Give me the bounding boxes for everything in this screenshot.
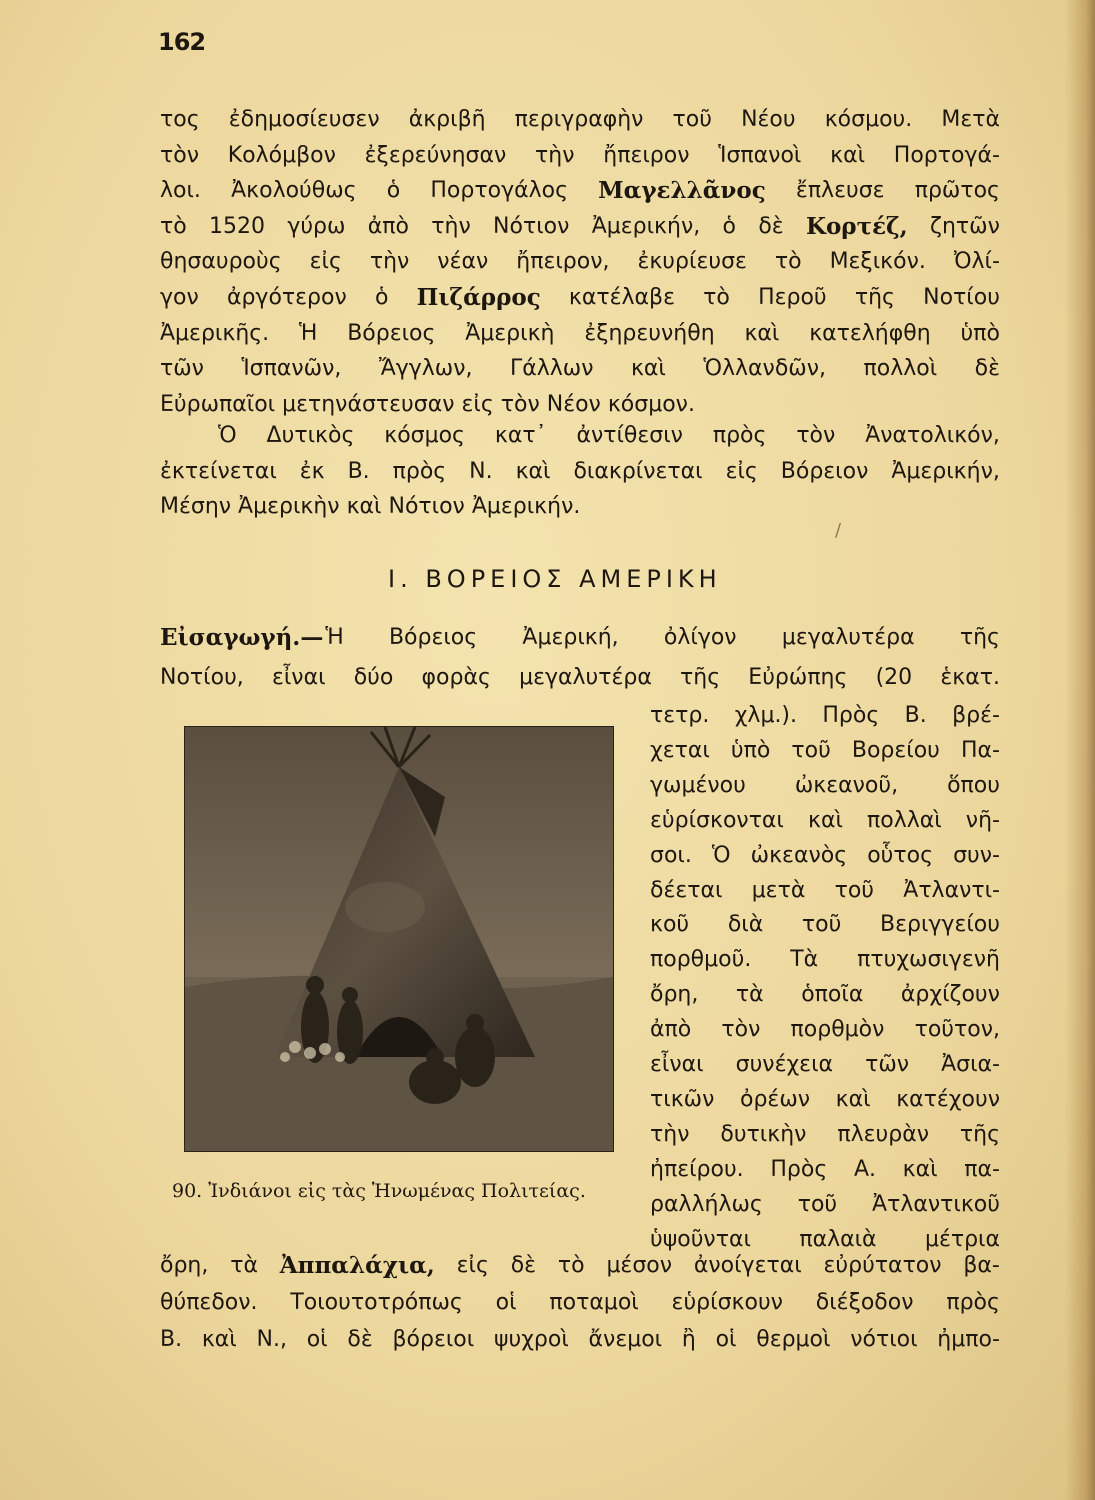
word: ἀκριβῆ <box>408 107 486 132</box>
word: πα- <box>964 1156 1000 1182</box>
column-line <box>650 944 1000 976</box>
text-line <box>160 104 1000 136</box>
word: Ἀτλαντι- <box>903 877 1000 903</box>
word: Μαγελλᾶνος <box>598 177 766 205</box>
word: δὲ <box>758 213 784 239</box>
word: ἑκατ. <box>940 665 1000 690</box>
intro-line-1-rest <box>325 622 1000 654</box>
word: ἐκ <box>299 458 325 484</box>
word: τοῦ <box>801 912 842 938</box>
word: τὴν <box>431 213 471 239</box>
section-heading: Ι. ΒΟΡΕΙΟΣ ΑΜΕΡΙΚΗ <box>388 565 722 593</box>
word: ὁ <box>386 178 401 204</box>
word: ἀργότερον <box>226 285 347 310</box>
word: τοῦτον, <box>914 1017 1000 1043</box>
word: σοι. <box>650 842 692 868</box>
figure-teepee-photo <box>184 726 614 1152</box>
word: δὲ <box>347 1327 373 1352</box>
word: ὠκεανοῦ, <box>794 772 899 798</box>
column-line <box>650 1014 1000 1046</box>
column-line <box>650 770 1000 802</box>
word: πορθμὸν <box>790 1017 885 1043</box>
word: γον <box>160 285 199 310</box>
word: οὗτος <box>867 842 934 868</box>
word: ὄρη, <box>650 982 699 1008</box>
word: ἀνοίγεται <box>693 1253 802 1278</box>
word: τῆς <box>680 665 721 690</box>
word: τῶν <box>865 1052 910 1077</box>
word: καὶ <box>835 1086 871 1112</box>
word: ἐκυρίευσε <box>637 249 747 275</box>
word: ἠμπο- <box>937 1327 1000 1352</box>
text-line <box>160 491 1000 523</box>
word: εἰς <box>456 1253 489 1278</box>
word: διακρίνεται <box>573 458 703 484</box>
word: Ἀκολούθως <box>231 178 357 204</box>
word: τοῦ <box>791 737 831 763</box>
word: τὸ <box>557 1253 585 1278</box>
word: ὀρέων <box>740 1086 811 1112</box>
word: καὶ <box>902 1156 938 1182</box>
word: ὁ <box>374 285 389 310</box>
word: Μεξικόν. <box>829 249 926 275</box>
word: Νέου <box>741 107 796 132</box>
word: τὴν <box>650 1121 690 1147</box>
word: βόρειοι <box>392 1327 475 1352</box>
word: εἶναι <box>650 1052 704 1077</box>
word: γύρω <box>287 213 346 239</box>
word: Πορτογά- <box>893 142 1000 168</box>
word: πλευρὰν <box>837 1121 929 1147</box>
column-line <box>650 979 1000 1011</box>
word: ὑπὸ <box>730 737 771 763</box>
word: βρέ- <box>952 703 1000 728</box>
word: θύπεδον. <box>160 1290 258 1315</box>
word: ἐκτείνεται <box>160 458 277 484</box>
word: θερμοὶ <box>756 1327 831 1352</box>
word: Ἡ <box>298 320 318 346</box>
word: καὶ <box>201 1327 237 1352</box>
teepee-illustration <box>185 727 613 1151</box>
word: Ἀσια- <box>941 1052 1000 1077</box>
word: πρὸς <box>946 1290 1000 1315</box>
word: Ὁ <box>711 842 731 868</box>
word: πρὸς <box>392 458 447 484</box>
word: Εὐρώπης <box>748 665 848 690</box>
column-line <box>650 1189 1000 1221</box>
word: τετρ. <box>650 703 710 728</box>
word: ποταμοὶ <box>549 1290 639 1315</box>
word: Πορτογάλος <box>430 178 568 204</box>
word: Ἀμερικὴ <box>465 320 555 346</box>
text-line <box>160 389 1000 421</box>
word: ἐξερεύνησαν <box>364 142 507 168</box>
word: Πρὸς <box>770 1156 828 1182</box>
word: Ἀμερική, <box>522 625 619 650</box>
margin-mark: / <box>835 520 842 541</box>
word: Νότιον <box>493 213 570 239</box>
word: ὅπου <box>947 772 1000 798</box>
word: 1520 <box>209 213 266 239</box>
column-line <box>650 735 1000 767</box>
word: Βορείου <box>851 737 940 763</box>
word: τοῦ <box>797 1191 838 1217</box>
word: Πα- <box>960 737 1000 763</box>
word: δυτικὴν <box>720 1121 807 1147</box>
word: διέξοδον <box>815 1290 914 1315</box>
word: βα- <box>963 1253 1000 1278</box>
text-line <box>160 1324 1000 1356</box>
column-line <box>650 1084 1000 1116</box>
word: ἐδημοσίευσεν <box>228 107 380 132</box>
word: νότιοι <box>850 1327 918 1352</box>
word: τῶν <box>160 356 204 382</box>
word: τὸ <box>160 213 187 239</box>
text-line <box>160 175 1000 207</box>
word: πολλοὶ <box>863 356 938 382</box>
word: εἰς <box>725 458 758 484</box>
word: Ἀμερικήν, <box>591 213 701 239</box>
word: εὐρύτατον <box>823 1253 942 1278</box>
word: τος <box>160 107 200 132</box>
word: πρῶτος <box>914 178 1000 204</box>
word: Μετὰ <box>941 107 1000 132</box>
word: Νοτίου <box>923 285 1000 310</box>
word: ζητῶν <box>929 213 1000 239</box>
word: ψυχροὶ <box>493 1327 569 1352</box>
column-line <box>650 1154 1000 1186</box>
intro-line-1 <box>160 622 1000 654</box>
word: Β. <box>160 1327 183 1352</box>
word: ὁ <box>722 213 737 239</box>
word: κατέχουν <box>896 1086 1000 1112</box>
word: τῆς <box>959 625 1000 650</box>
word: περιγραφὴν <box>514 107 644 132</box>
word: καὶ <box>744 320 780 346</box>
word: Ν., <box>256 1327 287 1352</box>
word: ἀπὸ <box>650 1017 692 1043</box>
word: οἱ <box>715 1327 737 1352</box>
word: ἔπλευσε <box>795 178 885 204</box>
text-line <box>160 353 1000 385</box>
word: κατελήφθη <box>809 320 931 346</box>
word: ἐξηρευνήθη <box>584 320 715 346</box>
word: μέσον <box>606 1253 673 1278</box>
word: Βόρειος <box>347 320 436 346</box>
word: Ν. <box>469 458 493 484</box>
word: μέτρια <box>924 1226 1000 1252</box>
word: Μέσην Ἀμερικὴν καὶ Νότιον Ἀμερικήν. <box>160 494 581 520</box>
word: κόσμος <box>384 423 465 448</box>
word: δὲ <box>510 1253 537 1278</box>
word: Βόρειος <box>388 625 478 650</box>
word: ὁποῖα <box>801 982 864 1008</box>
word: ὄρη, <box>160 1253 209 1278</box>
word: νῆ- <box>965 807 1000 833</box>
word: φορὰς <box>421 665 491 690</box>
column-line <box>650 875 1000 907</box>
text-line <box>160 456 1000 488</box>
word: τὰ <box>230 1253 258 1278</box>
word: Ἀτλαντικοῦ <box>872 1191 1000 1217</box>
word: τὸν <box>796 423 836 448</box>
page-number: 162 <box>158 28 206 56</box>
word: ἢ <box>681 1327 696 1352</box>
word: τῆς <box>959 1121 1000 1147</box>
figure-caption: 90. Ἰνδιάνοι εἰς τὰς Ἡνωμένας Πολιτείας. <box>172 1180 586 1202</box>
word: Γάλλων <box>509 356 594 382</box>
intro-line-2 <box>160 662 1000 694</box>
word: εὑρίσκονται <box>650 807 784 833</box>
word: δὲ <box>974 356 1000 382</box>
word: γωμένου <box>650 772 746 798</box>
word: Β. <box>347 458 370 484</box>
word: Πρὸς <box>822 703 880 728</box>
word: μετὰ <box>751 877 806 903</box>
word: εὑρίσκουν <box>671 1290 783 1315</box>
word: Τοιουτοτρόπως <box>290 1290 463 1315</box>
column-line <box>650 840 1000 872</box>
word: καὶ <box>807 807 843 833</box>
word: καὶ <box>630 356 666 382</box>
word: τὸ <box>774 249 802 275</box>
word: (20 <box>875 665 913 690</box>
word: Ὁ <box>218 423 237 448</box>
intro-label: Εἰσαγωγή.— <box>160 624 324 651</box>
word: Ἀνατολικόν, <box>865 423 1000 448</box>
word: τὸν <box>160 142 199 168</box>
word: Ὀλί- <box>953 249 1000 275</box>
word: εἰς <box>309 249 342 275</box>
word: πρὸς <box>712 423 767 448</box>
column-line <box>650 700 1000 732</box>
word: τὸ <box>703 285 730 310</box>
word: Νοτίου, <box>160 665 244 690</box>
word: Κορτέζ, <box>805 212 908 240</box>
word: πορθμοῦ. <box>650 947 752 973</box>
column-line <box>650 909 1000 941</box>
word: παλαιὰ <box>799 1226 877 1252</box>
word: δύο <box>353 665 394 690</box>
word: μεγαλυτέρα <box>519 665 652 690</box>
word: εἶναι <box>271 665 326 690</box>
text-line <box>160 140 1000 172</box>
word: Δυτικὸς <box>266 423 355 448</box>
word: ραλλήλως <box>650 1191 763 1217</box>
word: θησαυροὺς <box>160 249 282 275</box>
word: νέαν <box>437 249 489 275</box>
word: τῆς <box>854 285 895 310</box>
word: οἱ <box>495 1290 517 1315</box>
word: Ἀμερικήν, <box>891 458 1000 484</box>
word: Βεριγγείου <box>880 912 1000 938</box>
text-line <box>160 318 1000 350</box>
word: συν- <box>953 842 1000 868</box>
word: δέεται <box>650 877 723 903</box>
word: Α. <box>853 1156 876 1182</box>
text-line <box>160 1287 1000 1319</box>
word: ὠκεανὸς <box>750 842 848 868</box>
word: ἤπειρον <box>603 142 690 168</box>
text-line <box>160 211 1000 243</box>
word: οἱ <box>306 1327 328 1352</box>
word: ὑπὸ <box>960 320 1000 346</box>
word: τοῦ <box>834 877 875 903</box>
word: χλμ.). <box>734 703 798 728</box>
word: Ἀππαλάχια, <box>279 1252 435 1279</box>
word: τικῶν <box>650 1086 715 1112</box>
word: Βόρειον <box>780 458 869 484</box>
word: κατ᾽ <box>494 423 547 448</box>
word: Ὁλλανδῶν, <box>703 356 827 382</box>
word: ἄνεμοι <box>588 1327 663 1352</box>
word: χεται <box>650 737 710 763</box>
word: κατέλαβε <box>568 285 675 310</box>
word: ἠπείρου. <box>650 1156 744 1182</box>
word: Πιζάρρος <box>416 284 541 311</box>
word: Ἡ <box>325 625 344 650</box>
word: ἤπειρον, <box>516 249 610 275</box>
word: Ἄγγλων, <box>378 356 473 382</box>
word: Ἀμερικῆς. <box>160 320 270 346</box>
word: κοῦ <box>650 912 690 938</box>
word: ὀλίγον <box>663 625 737 650</box>
column-line <box>650 1119 1000 1151</box>
word: Ἱσπανῶν, <box>241 356 342 382</box>
word: Κολόμβον <box>227 142 336 168</box>
word: Εὐρωπαῖοι μετηνάστευσαν εἰς τὸν Νέον κόσμον. <box>160 391 695 417</box>
word: ὑψοῦνται <box>650 1226 751 1252</box>
word: καὶ <box>830 142 866 168</box>
word: Τὰ <box>790 947 819 973</box>
word: τοῦ <box>672 107 712 132</box>
word: ἀπὸ <box>367 213 409 239</box>
word: Ἱσπανοὶ <box>718 142 802 168</box>
text-line <box>160 1250 1000 1282</box>
word: τὸν <box>721 1017 761 1043</box>
word: διὰ <box>727 912 764 938</box>
word: Περοῦ <box>758 285 827 310</box>
word: λοι. <box>160 178 201 204</box>
column-line <box>650 1049 1000 1081</box>
word: καὶ <box>515 458 551 484</box>
word: τὴν <box>535 142 575 168</box>
word: μεγαλυτέρα <box>781 625 915 650</box>
word: Β. <box>904 703 927 728</box>
column-line <box>650 805 1000 837</box>
word: κόσμου. <box>824 107 913 132</box>
text-line <box>160 246 1000 278</box>
word: συνέχεια <box>735 1052 834 1077</box>
word: πολλαὶ <box>867 807 942 833</box>
text-line <box>160 282 1000 314</box>
word: πτυχωσιγενῆ <box>857 947 1000 973</box>
text-line <box>218 420 1000 452</box>
word: τὴν <box>369 249 410 275</box>
word: τὰ <box>735 982 764 1008</box>
word: ἀρχίζουν <box>900 982 1000 1008</box>
page-edge-shadow <box>1065 0 1095 1500</box>
word: ἀντίθεσιν <box>576 423 683 448</box>
